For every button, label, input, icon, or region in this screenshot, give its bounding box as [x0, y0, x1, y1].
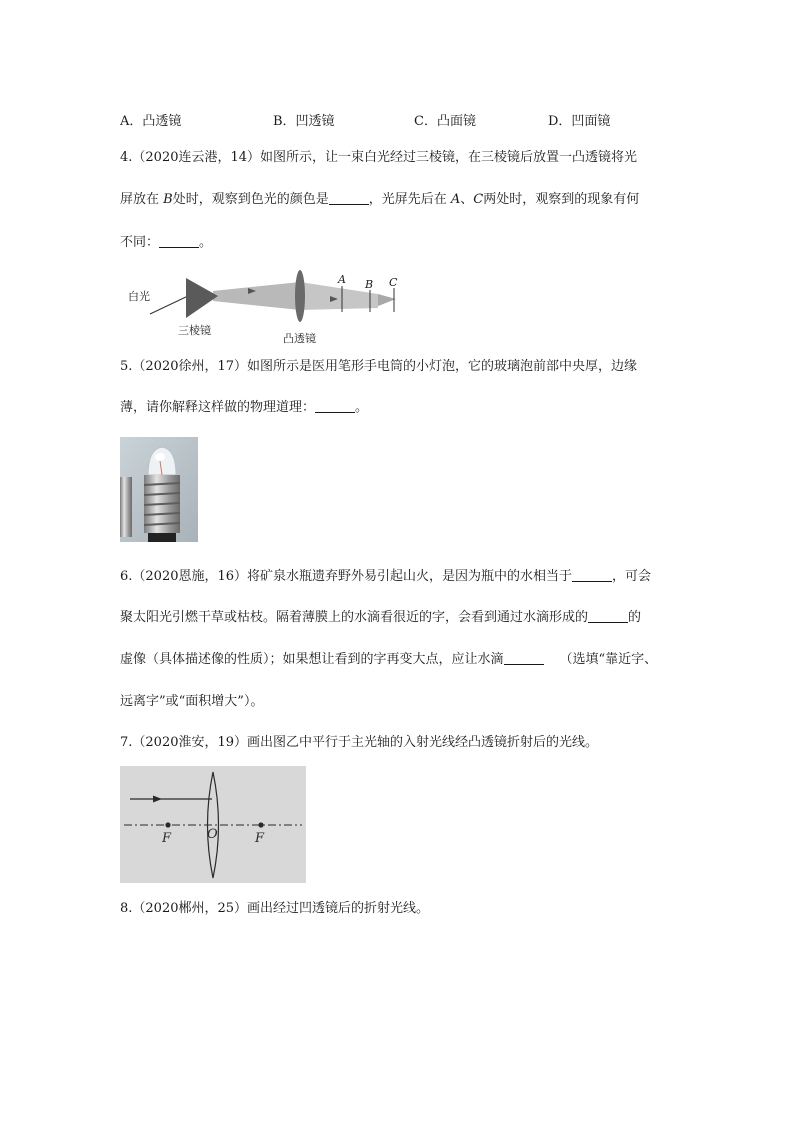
q6-line-2	[120, 608, 641, 628]
focal-right-label: F	[255, 831, 265, 846]
white-light-label: 白光	[128, 290, 150, 303]
option-c: C．凸面镜	[414, 114, 476, 129]
q6-line-1	[120, 567, 651, 587]
bulb-contact	[148, 533, 176, 542]
bulb-glass-highlight	[155, 453, 165, 461]
q6-text: 聚太阳光引燃干草或枯枝。隔着薄膜上的水滴看很近的字，会看到通过水滴形成的	[120, 610, 589, 625]
focal-left-label: F	[162, 831, 172, 846]
q6-text: 虚像（具体描述像的性质）；如果想让看到的字再变大点，应让水滴	[120, 652, 504, 667]
q6-text: 6.（2020恩施，16）将矿泉水瓶遗弃野外易引起山火，是因为瓶中的水相当于	[120, 569, 573, 584]
q4-text: 不同：	[120, 235, 160, 250]
q3-options	[120, 110, 680, 130]
answer-blank[interactable]	[572, 567, 612, 582]
q4-var-a: A	[450, 192, 461, 207]
convex-lens-figure	[120, 766, 306, 883]
q4-text: 、	[460, 192, 474, 207]
bulb-photo	[120, 437, 198, 542]
answer-blank[interactable]	[315, 398, 355, 413]
q4-text: 屏放在	[120, 192, 164, 207]
prism-lens-figure	[128, 268, 418, 350]
focal-point-right	[258, 822, 263, 827]
answer-blank[interactable]	[588, 608, 628, 623]
q5-line-1: 5.（2020徐州，17）如图所示是医用笔形手电筒的小灯泡，它的玻璃泡前部中央厚，边缘	[120, 359, 638, 374]
q4-text: ，光屏先后在	[368, 192, 451, 207]
q4-line-1: 4.（2020连云港，14）如图所示，让一束白光经过三棱镜，在三棱镜后放置一凸透镜将光	[120, 150, 638, 165]
q6-line-4: 远离字”或“面积增大”）。	[120, 694, 264, 709]
q6-text: 的	[628, 610, 642, 625]
optical-center-label: O	[207, 827, 218, 842]
focus-beam	[378, 294, 396, 306]
option-b: B．凹透镜	[273, 114, 335, 129]
answer-blank[interactable]	[504, 650, 544, 665]
light-beam	[213, 282, 300, 310]
q7-line-1: 7.（2020淮安，19）画出图乙中平行于主光轴的入射光线经凸透镜折射后的光线。	[120, 735, 599, 750]
q4-text: 处时，观察到色光的颜色是	[172, 192, 329, 207]
q5-line-2	[120, 398, 368, 418]
q4-var-b: B	[163, 192, 173, 207]
q4-line-3	[120, 233, 212, 253]
option-d: D．凹面镜	[548, 114, 611, 129]
option-a: A．凸透镜	[120, 114, 182, 129]
q5-text: 。	[355, 400, 369, 415]
q6-text: ，可会	[612, 569, 652, 584]
point-c-label: C	[389, 276, 398, 289]
point-a-label: A	[338, 273, 346, 286]
lens-label: 凸透镜	[283, 332, 316, 345]
convex-lens-shape	[295, 270, 305, 322]
left-bulb-base	[120, 477, 132, 537]
prism-label: 三棱镜	[178, 324, 211, 337]
point-b-label: B	[365, 278, 374, 291]
q8-line-1: 8.（2020郴州，25）画出经过凹透镜后的折射光线。	[120, 901, 430, 916]
incoming-light-ray	[150, 296, 188, 314]
q4-text: 两处时，观察到的现象有何	[483, 192, 640, 207]
q4-text: 。	[199, 235, 213, 250]
answer-blank[interactable]	[329, 190, 369, 205]
answer-blank[interactable]	[159, 233, 199, 248]
q4-line-2	[120, 190, 639, 210]
q5-text: 薄，请你解释这样做的物理道理：	[120, 400, 316, 415]
q6-text: （选填“靠近字、	[559, 652, 658, 667]
q4-var-c: C	[473, 192, 484, 207]
focal-point-left	[165, 822, 170, 827]
q6-line-3	[120, 650, 657, 670]
prism-shape	[186, 278, 218, 318]
